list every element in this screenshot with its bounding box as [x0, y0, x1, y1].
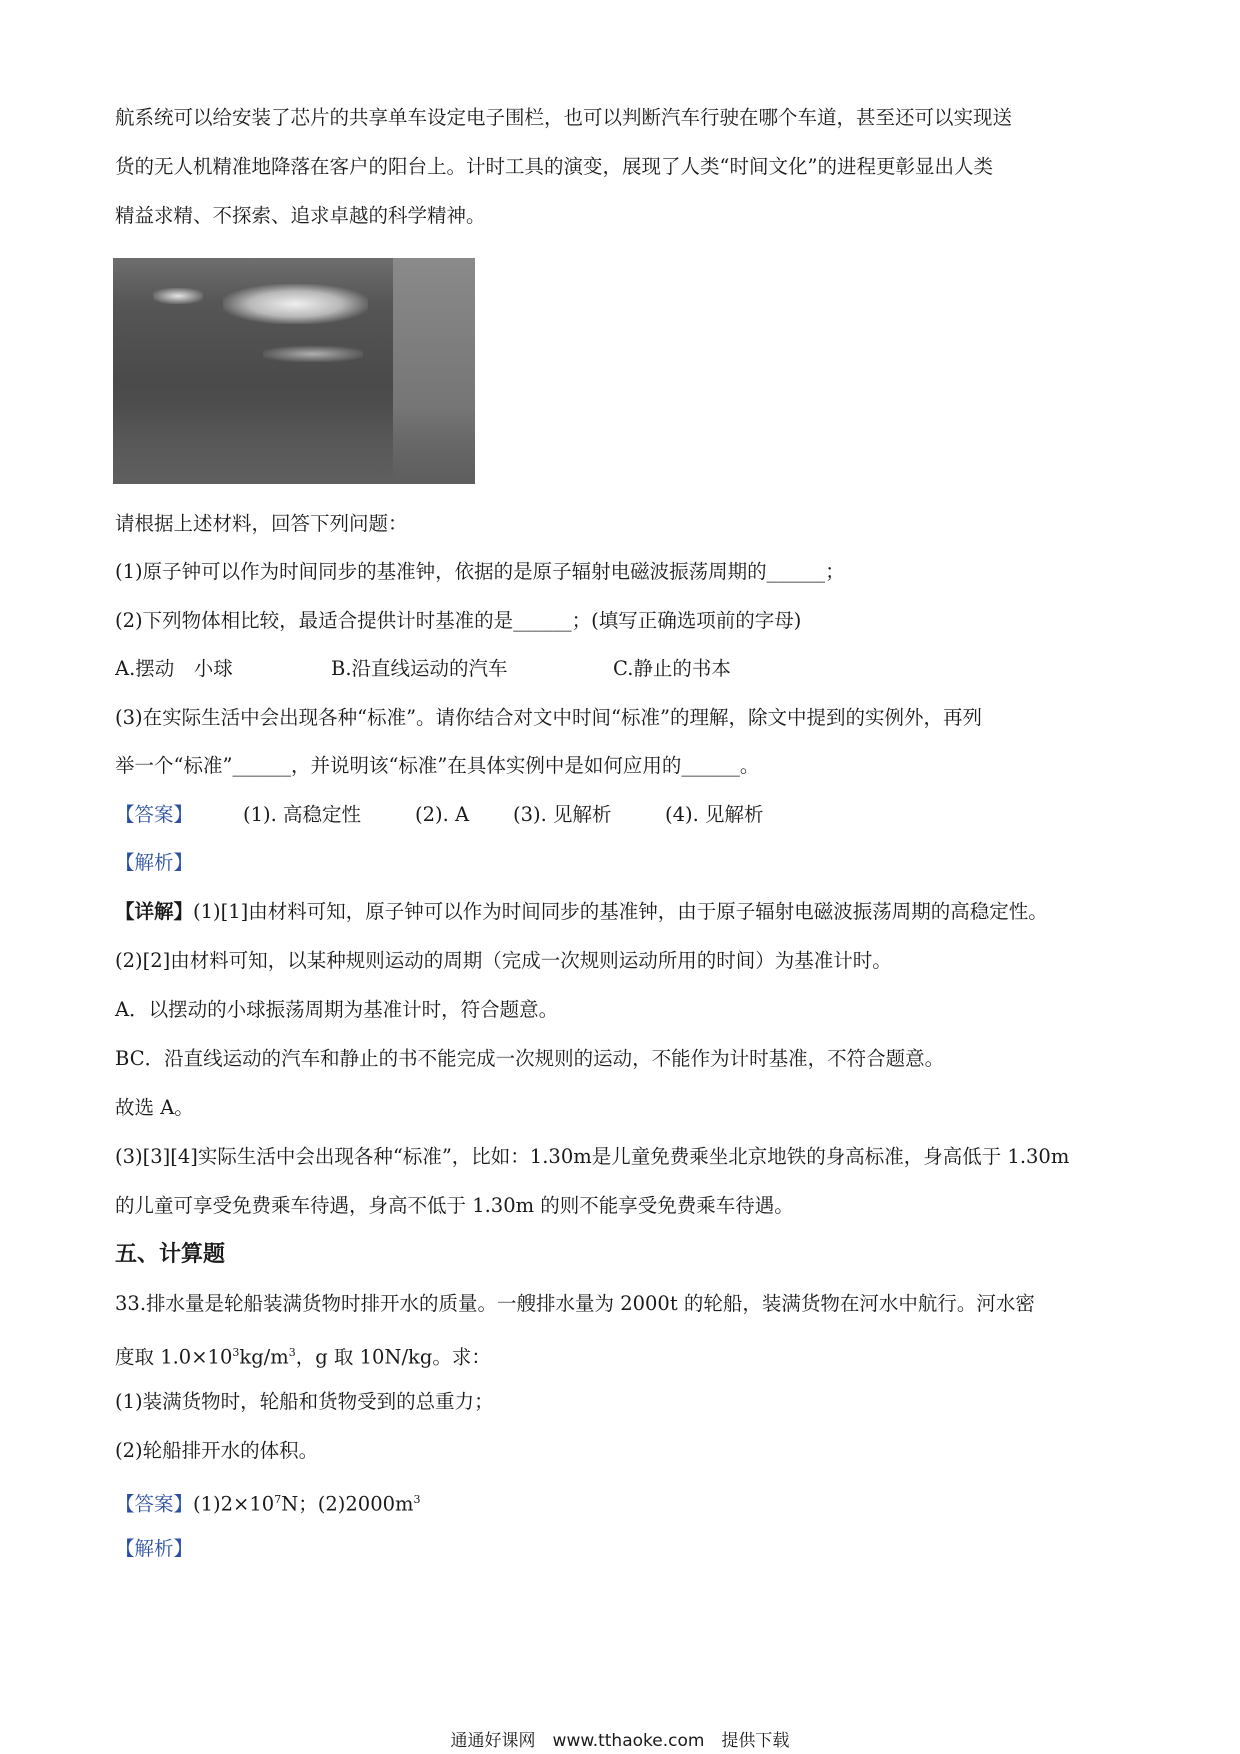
- clock-photo: [113, 258, 475, 484]
- intro-line: 货的无人机精准地降落在客户的阳台上。计时工具的演变，展现了人类“时间文化”的进程更彰显出人类: [115, 155, 993, 178]
- detail-line: BC．沿直线运动的汽车和静止的书不能完成一次规则的运动，不能作为计时基准，不符合题意。: [115, 1047, 945, 1070]
- analysis-tag: 【解析】: [115, 1537, 194, 1560]
- question-part-3: (3)在实际生活中会出现各种“标准”。请你结合对文中时间“标准”的理解，除文中提到的实例外，再列: [115, 706, 982, 729]
- intro-line: 航系统可以给安装了芯片的共享单车设定电子围栏，也可以判断汽车行驶在哪个车道，甚至还可以实现送: [115, 106, 1013, 129]
- detail-line: (3)[3][4]实际生活中会出现各种“标准”，比如：1.30m是儿童免费乘坐北京地铁的身高标准，身高低于 1.30m: [115, 1145, 1070, 1168]
- question-prompt: 请根据上述材料，回答下列问题：: [115, 512, 408, 535]
- question-33-part-1: (1)装满货物时，轮船和货物受到的总重力；: [115, 1390, 494, 1413]
- detail-line: A．以摆动的小球振荡周期为基准计时，符合题意。: [115, 998, 559, 1021]
- question-33-line: 33.排水量是轮船装满货物时排开水的质量。一艘排水量为 2000t 的轮船，装满货物在河水中航行。河水密: [115, 1292, 1035, 1315]
- answer-item: (1). 高稳定性: [243, 803, 362, 826]
- detail-line: (2)[2]由材料可知，以某种规则运动的周期（完成一次规则运动所用的时间）为基准计时。: [115, 949, 892, 972]
- question-33-line: 度取 $1.0\times 10^3kg/m^3$，g 取 10N/kg。求：: [115, 1345, 491, 1369]
- answer-item: (2). A: [415, 803, 470, 826]
- option-a: A.摆动 小球: [115, 657, 233, 680]
- detail-line: 故选 A。: [115, 1096, 194, 1119]
- question-part-1: (1)原子钟可以作为时间同步的基准钟，依据的是原子辐射电磁波振荡周期的______；: [115, 560, 845, 583]
- answer-item: (4). 见解析: [665, 803, 764, 826]
- detail-line: [115, 897, 1130, 927]
- answer-tag: 【答案】: [115, 803, 194, 826]
- detail-text: (1)[1]由材料可知，原子钟可以作为时间同步的基准钟，由于原子辐射电磁波振荡周期的高稳定性。: [193, 900, 1048, 923]
- question-part-3-cont: 举一个“标准”______，并说明该“标准”在具体实例中是如何应用的______。: [115, 754, 760, 777]
- question-part-2: (2)下列物体相比较，最适合提供计时基准的是______；(填写正确选项前的字母): [115, 609, 802, 632]
- intro-line: 精益求精、不探索、追求卓越的科学精神。: [115, 204, 486, 227]
- analysis-tag: 【解析】: [115, 851, 194, 874]
- page-footer: 通通好课网 www.tthaoke.com 提供下载: [450, 1731, 790, 1751]
- answer-row: 【答案】$(1)2\times 10^7N$；$(2)2000m^3$: [115, 1492, 421, 1516]
- answer-tag: 【答案】: [115, 1492, 194, 1516]
- option-c: C.静止的书本: [613, 657, 731, 680]
- option-b: B.沿直线运动的汽车: [331, 657, 508, 680]
- detail-line: 的儿童可享受免费乘车待遇，身高不低于 1.30m 的则不能享受免费乘车待遇。: [115, 1194, 794, 1217]
- section-title: 五、计算题: [115, 1242, 226, 1267]
- question-33-part-2: (2)轮船排开水的体积。: [115, 1439, 319, 1462]
- detail-tag: 【详解】: [115, 900, 194, 923]
- answer-item: (3). 见解析: [513, 803, 612, 826]
